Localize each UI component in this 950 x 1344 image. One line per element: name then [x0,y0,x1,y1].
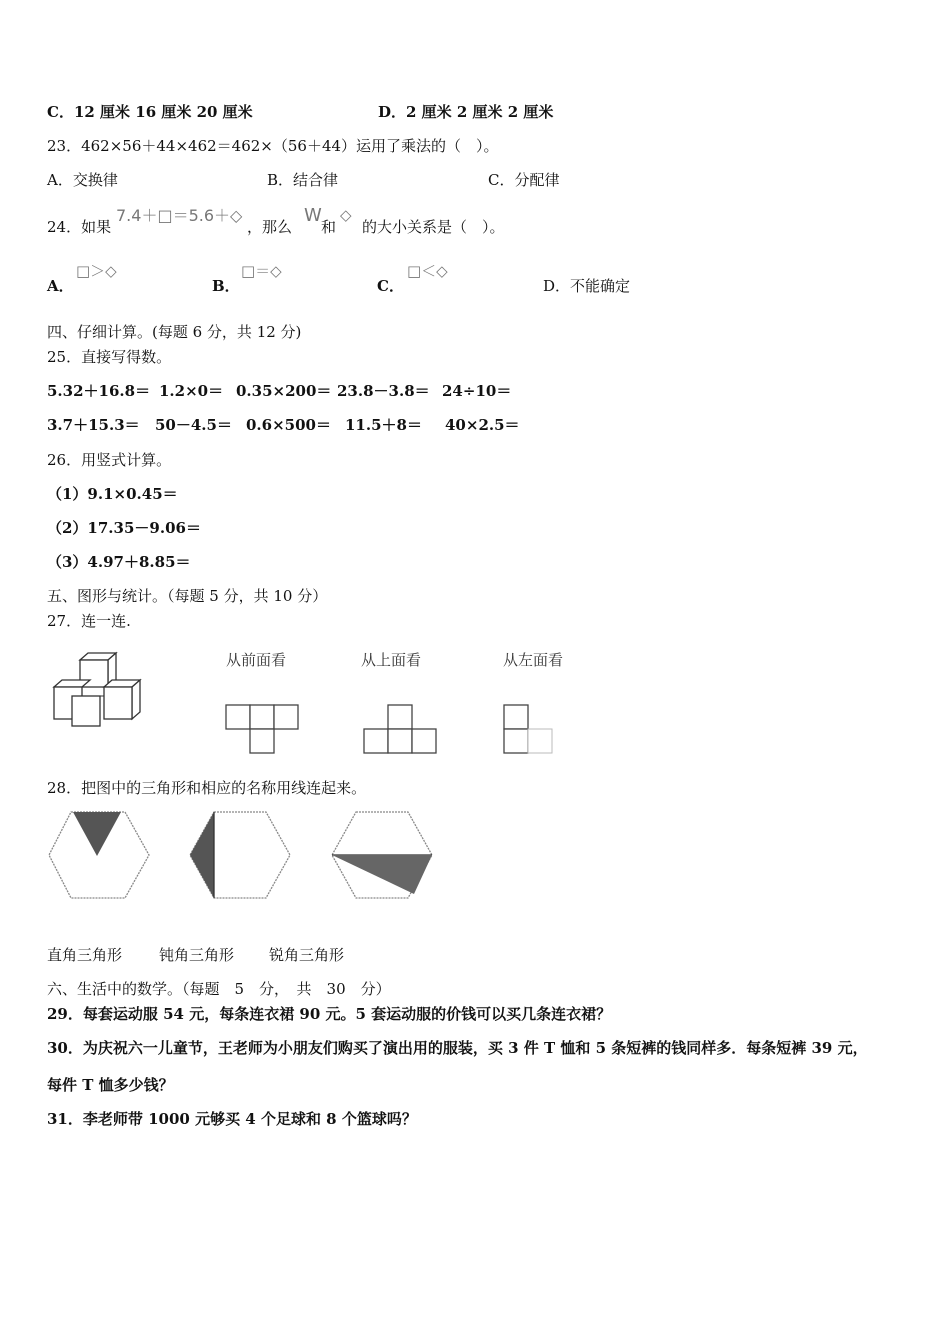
q24-option-b-expr: □＝◇ [241,262,282,280]
q24-w-symbol: W [304,205,322,226]
q25-r2-c3: 0.6×500＝ [246,416,331,434]
section4-title: 四、仔细计算。(每题 6 分，共 12 分) [47,323,302,341]
tri-name-right: 直角三角形 [47,946,123,964]
q26-item-3: （3）4.97＋8.85＝ [47,553,191,571]
q25-r2-c4: 11.5＋8＝ [345,416,422,434]
q24-stem-mid: ，那么 [247,218,293,236]
q24-option-b-label: B． [212,277,240,295]
q24-option-c-expr: □＜◇ [407,262,448,280]
top-view-figure [362,703,442,755]
q28-title: 28．把图中的三角形和相应的名称用线连起来。 [47,779,367,797]
tri-name-acute: 锐角三角形 [269,946,345,964]
hexagon-right-triangle [47,810,151,900]
q30-text-line2: 每件 T 恤多少钱？ [47,1076,174,1094]
q24-option-a-label: A． [47,277,74,295]
q24-formula: 7.4＋□＝5.6＋◇ [116,206,243,225]
q30-text-line1: 30．为庆祝六一儿童节，王老师为小朋友们购买了演出用的服装，买 3 件 T 恤和 5 条短裤的钱同样多．每条短裤 39 元， [47,1039,868,1057]
q25-r2-c2: 50－4.5＝ [155,416,232,434]
q25-r1-c5: 24÷10＝ [442,382,512,400]
tri-name-obtuse: 钝角三角形 [159,946,235,964]
hexagon-acute-triangle [330,810,434,900]
q24-he: 和 [321,218,337,236]
q22-option-c: C．12 厘米 16 厘米 20 厘米 [47,103,253,121]
view-left-label: 从左面看 [503,651,564,669]
q25-r1-c2: 1.2×0＝ [159,382,224,400]
q25-r1-c1: 5.32＋16.8＝ [47,382,151,400]
q25-r2-c1: 3.7＋15.3＝ [47,416,140,434]
q29-text: 29．每套运动服 54 元，每条连衣裙 90 元。5 套运动服的价钱可以买几条连衣裙？ [47,1005,612,1023]
q24-stem-post: 的大小关系是（ ）。 [362,218,505,236]
q24-diamond: ◇ [340,206,352,224]
q24-option-d: D．不能确定 [543,277,631,295]
q23-option-a: A．交换律 [47,171,118,189]
hexagon-obtuse-triangle [188,810,292,900]
view-front-label: 从前面看 [226,651,287,669]
q23-option-b: B．结合律 [267,171,339,189]
q24-stem-pre: 24．如果 [47,218,112,236]
q25-r1-c3: 0.35×200＝ [236,382,332,400]
q23-stem: 23．462×56＋44×462＝462×（56＋44）运用了乘法的（ ）。 [47,137,499,155]
left-view-figure [502,703,558,755]
q31-text: 31．李老师带 1000 元够买 4 个足球和 8 个篮球吗？ [47,1110,417,1128]
q26-item-1: （1）9.1×0.45＝ [47,485,178,503]
q26-item-2: （2）17.35－9.06＝ [47,519,201,537]
section5-title: 五、图形与统计。（每题 5 分，共 10 分） [47,587,328,605]
q26-title: 26．用竖式计算。 [47,451,172,469]
section6-title: 六、生活中的数学。（每题 5 分， 共 30 分） [47,980,391,998]
q23-option-c: C．分配律 [488,171,560,189]
q27-title: 27．连一连. [47,612,131,630]
front-view-figure [224,703,304,755]
q24-option-a-expr: □＞◇ [76,262,117,280]
q25-r1-c4: 23.8－3.8＝ [337,382,430,400]
view-top-label: 从上面看 [361,651,422,669]
q24-option-c-label: C． [377,277,404,295]
q25-r2-c5: 40×2.5＝ [445,416,520,434]
q22-option-d: D．2 厘米 2 厘米 2 厘米 [378,103,554,121]
q25-title: 25．直接写得数。 [47,348,172,366]
